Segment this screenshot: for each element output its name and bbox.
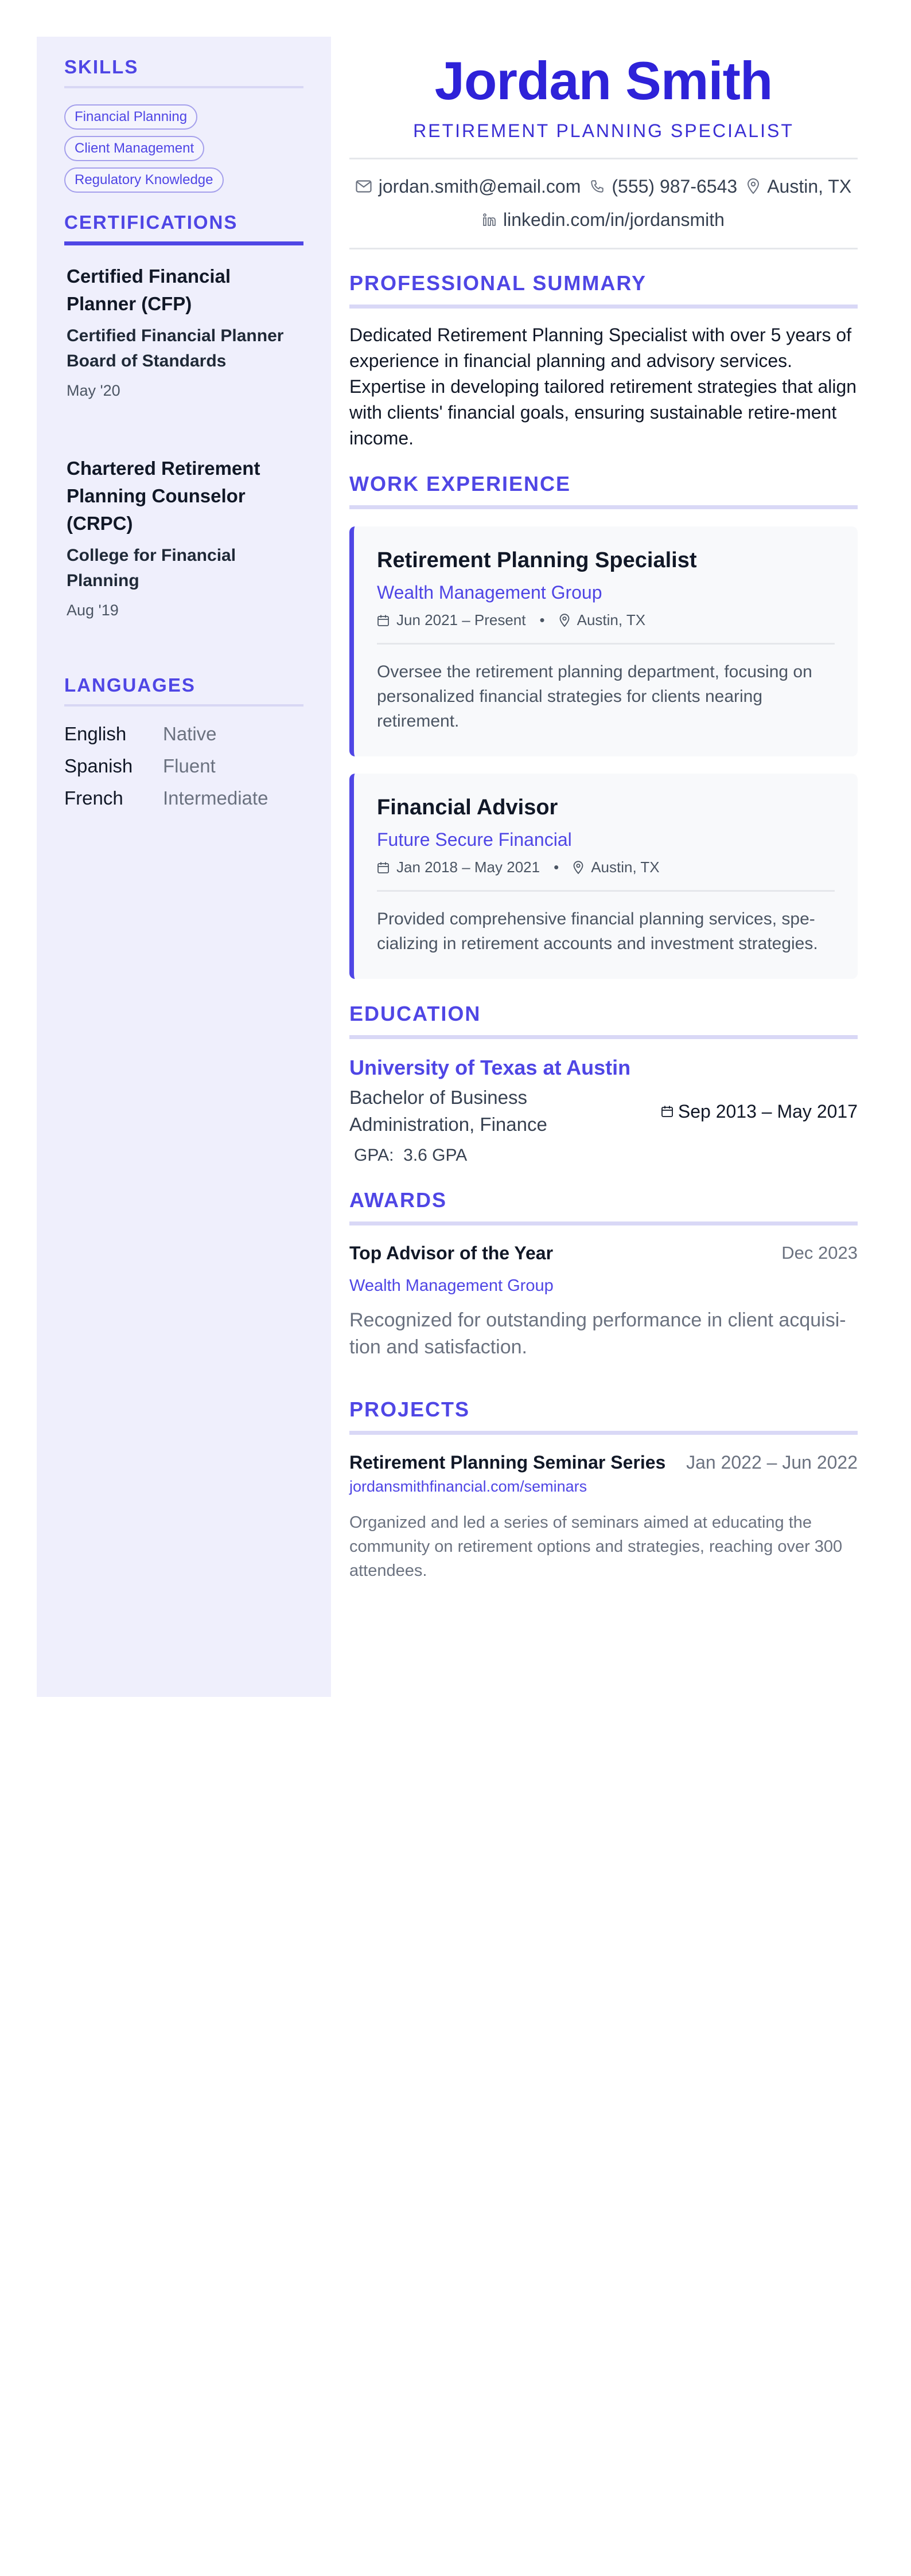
project-description: Organized and led a series of seminars aimed at educating the community on retirement options and strategies, reaching over 300 attendees. [349,1513,843,1580]
skill-tag: Regulatory Knowledge [64,167,224,193]
job-location: Austin, TX [591,858,660,876]
job-card [349,774,858,979]
award-org: Wealth Management Group [349,1277,554,1295]
job-description: Oversee the retirement planning department, focusing on personalized financial strategies for clients nearing retirement. [377,662,812,731]
certification-org: Certified Financial Planner Board of Standards [67,326,284,370]
language-row [64,718,303,750]
email-contact[interactable] [356,170,581,203]
mail-icon [356,180,372,193]
awards-heading: AWARDS [349,1188,858,1225]
map-pin-icon [559,614,570,627]
job-dates: Jun 2021 – Present [396,611,526,629]
job-description: Provided comprehensive financial planning services, spe-cializing in retirement accounts and investment strategies. [377,910,818,953]
job-company: Future Secure Financial [377,829,572,850]
projects-section [349,1398,858,1583]
certification-date: Aug '19 [67,602,119,619]
language-level: Native [163,723,217,744]
education-dates: Sep 2013 – May 2017 [678,1100,858,1122]
summary-section [349,271,858,451]
award-description: Recognized for outstanding performance in client acquisi-tion and satisfaction. [349,1309,846,1358]
job-location: Austin, TX [577,611,646,629]
job-meta [377,858,835,892]
education-section [349,1002,858,1165]
job-dates: Jan 2018 – May 2021 [396,858,540,876]
award-title: Top Advisor of the Year [349,1243,554,1263]
education-gpa [349,1146,636,1165]
location-text: Austin, TX [767,176,852,197]
languages-heading: LANGUAGES [64,674,303,707]
calendar-icon [377,614,390,627]
summary-text: Dedicated Retirement Planning Specialist with over 5 years of experience in financial planning and advisory services. Expertise in developing tailored retirement strategies that align with clients' financial goals, ensuring sustainable retire-ment income. [349,325,857,448]
language-row [64,782,303,814]
project-header [349,1452,858,1473]
project-title: Retirement Planning Seminar Series [349,1452,666,1473]
certification-name: Certified Financial Planner (CFP) [67,266,231,314]
phone-icon [590,179,605,194]
skills-list [64,88,303,199]
education-heading: EDUCATION [349,1002,858,1039]
phone-contact[interactable] [590,170,737,203]
gpa-value: 3.6 GPA [403,1146,468,1165]
education-dates-wrap [661,1057,858,1165]
education-degree: Bachelor of Business Administration, Finance [349,1087,547,1135]
award-date: Dec 2023 [781,1243,858,1263]
project-dates: Jan 2022 – Jun 2022 [686,1452,858,1473]
language-row [64,750,303,782]
certification-item [64,455,303,619]
certification-date: May '20 [67,382,120,399]
award-header [349,1243,858,1264]
job-company: Wealth Management Group [377,582,602,603]
projects-heading: PROJECTS [349,1398,858,1435]
certifications-heading: CERTIFICATIONS [64,212,303,245]
language-name: French [64,787,123,809]
education-school: University of Texas at Austin [349,1056,631,1079]
location-contact [746,170,851,203]
language-level: Intermediate [163,787,268,809]
phone-text: (555) 987-6543 [612,176,738,197]
linkedin-text: linkedin.com/in/jordansmith [503,209,725,230]
job-card [349,526,858,756]
sidebar [37,37,331,1697]
job-meta [377,611,835,645]
linkedin-contact[interactable] [482,203,725,236]
map-pin-icon [746,178,760,194]
experience-section [349,472,858,979]
project-link[interactable]: jordansmithfinancial.com/seminars [349,1478,587,1495]
linkedin-icon [482,213,496,227]
calendar-icon [377,861,390,874]
main-content [349,37,858,1583]
map-pin-icon [573,861,584,875]
summary-heading: PROFESSIONAL SUMMARY [349,271,858,309]
certification-name: Chartered Retirement Planning Counselor (CRPC) [67,458,260,534]
education-item [349,1054,858,1165]
contact-block [349,158,858,249]
email-text: jordan.smith@email.com [378,176,581,197]
skills-heading: SKILLS [64,56,303,88]
language-name: Spanish [64,755,133,776]
certification-org: College for Financial Planning [67,546,236,590]
separator-dot: • [539,611,545,629]
calendar-icon [661,1105,673,1118]
languages-list [64,718,303,814]
awards-section [349,1188,858,1361]
language-level: Fluent [163,755,216,776]
separator-dot: • [554,858,559,876]
certification-item [64,263,303,400]
candidate-role: RETIREMENT PLANNING SPECIALIST [413,120,794,141]
job-title: Retirement Planning Specialist [377,548,697,572]
experience-heading: WORK EXPERIENCE [349,472,858,509]
skill-tag: Financial Planning [64,104,197,130]
language-name: English [64,723,127,744]
skill-tag: Client Management [64,136,204,161]
gpa-label: GPA: [354,1146,394,1165]
candidate-name: Jordan Smith [434,50,773,111]
job-title: Financial Advisor [377,795,558,819]
